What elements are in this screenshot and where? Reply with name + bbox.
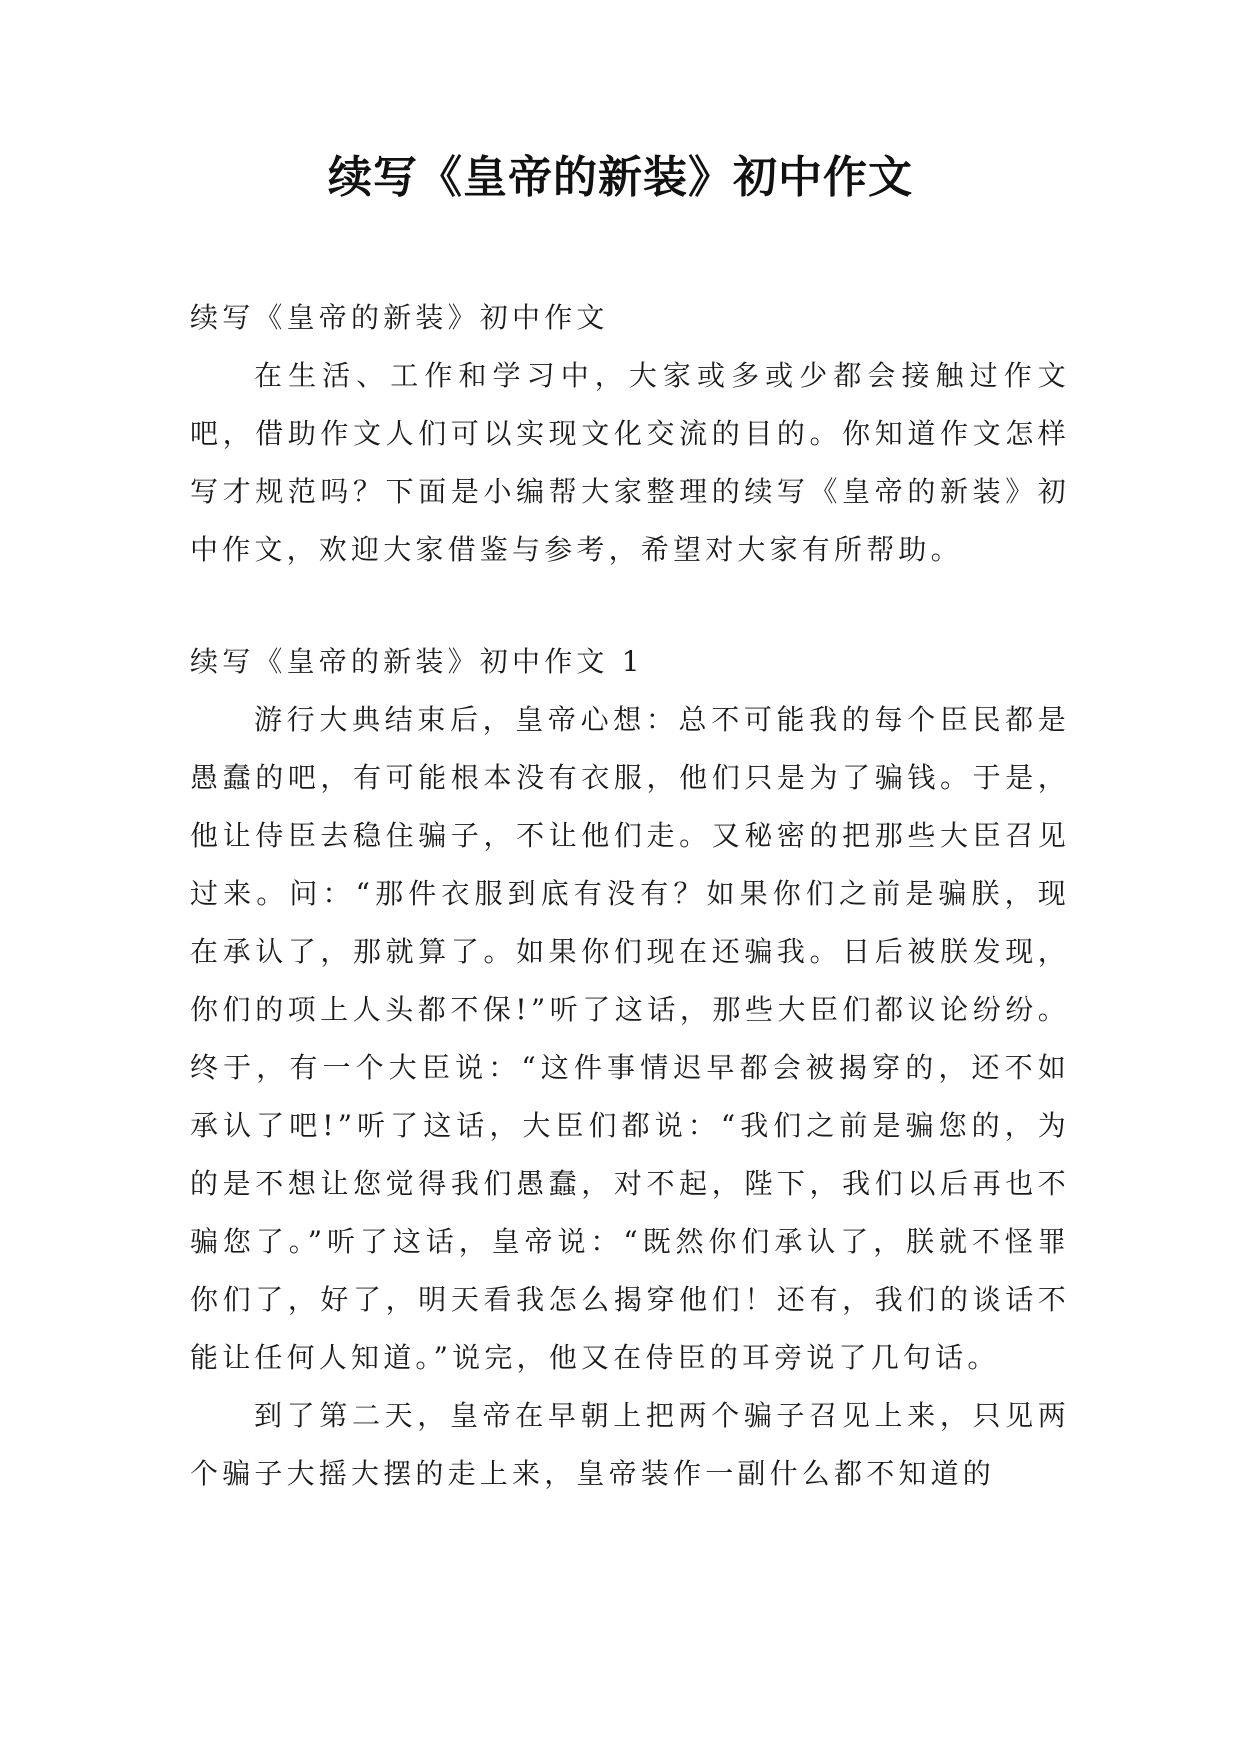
- essay-1-section: [190, 633, 1070, 1503]
- essay-1-paragraph-1: 游行大典结束后，皇帝心想：总不可能我的每个臣民都是愚蠢的吧，有可能根本没有衣服，他们只是为了骗钱。于是，他让侍臣去稳住骗子，不让他们走。又秘密的把那些大臣召见过来。问：“那件衣服到底有没有？如果你们之前是骗朕，现在承认了，那就算了。如果你们现在还骗我。日后被朕发现，你们的项上人头都不保!”听了这话，那些大臣们都议论纷纷。终于，有一个大臣说：“这件事情迟早都会被揭穿的，还不如承认了吧!”听了这话，大臣们都说：“我们之前是骗您的，为的是不想让您觉得我们愚蠢，对不起，陛下，我们以后再也不骗您了。”听了这话，皇帝说：“既然你们承认了，朕就不怪罪你们了，好了，明天看我怎么揭穿他们！还有，我们的谈话不能让任何人知道。”说完，他又在侍臣的耳旁说了几句话。: [190, 703, 1070, 1374]
- intro-heading: 续写《皇帝的新装》初中作文: [190, 301, 609, 334]
- essay-1-paragraph-2: 到了第二天，皇帝在早朝上把两个骗子召见上来，只见两个骗子大摇大摆的走上来，皇帝装作一副什么都不知道的: [190, 1399, 1070, 1490]
- essay-1-heading: 续写《皇帝的新装》初中作文 1: [190, 645, 644, 678]
- intro-section: [190, 289, 1070, 579]
- document-title: 续写《皇帝的新装》初中作文: [328, 152, 913, 203]
- intro-paragraph: 在生活、工作和学习中，大家或多或少都会接触过作文吧，借助作文人们可以实现文化交流的目的。你知道作文怎样写才规范吗？下面是小编帮大家整理的续写《皇帝的新装》初中作文，欢迎大家借鉴与参考，希望对大家有所帮助。: [190, 359, 1070, 566]
